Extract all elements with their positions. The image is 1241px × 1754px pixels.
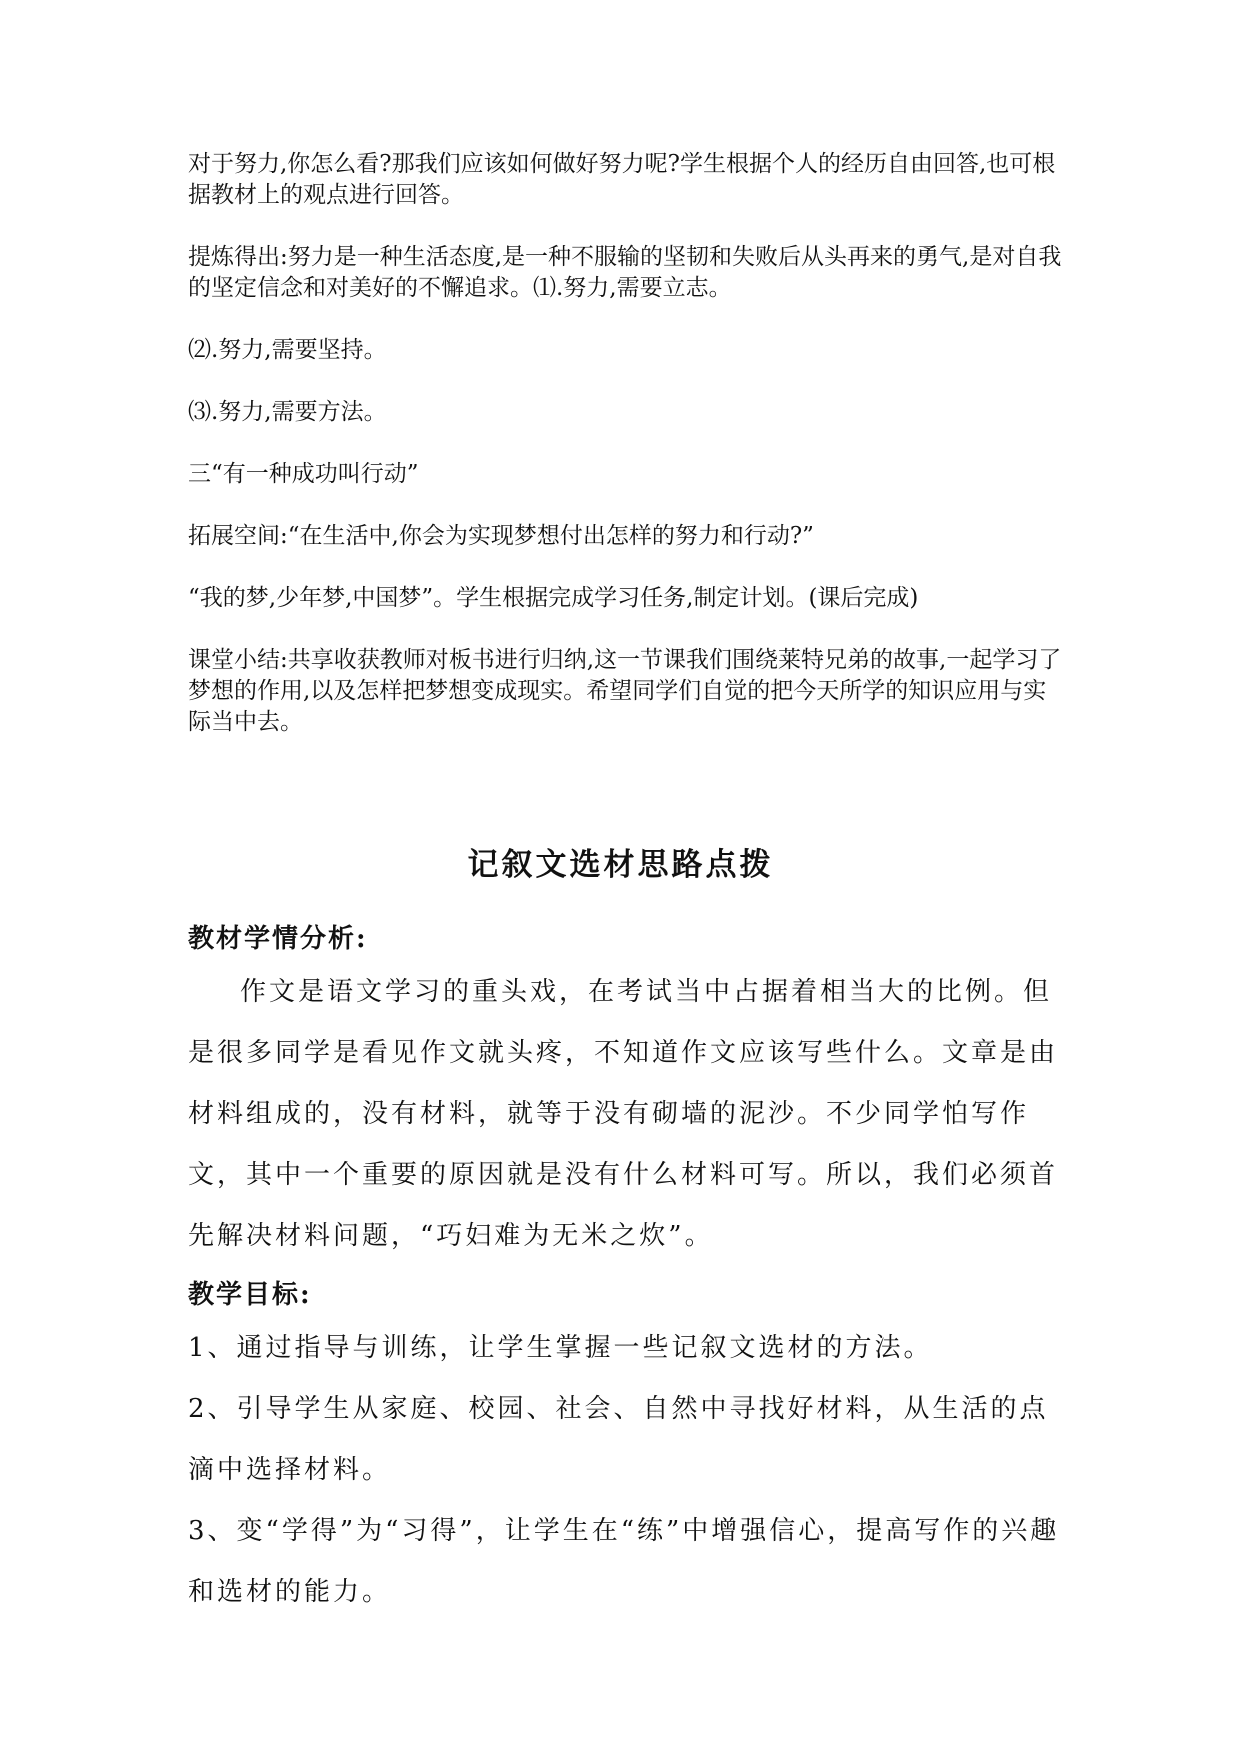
paragraph-effort-persist: ⑵.努力,需要坚持。 (188, 337, 387, 363)
goals-heading: 教学目标: (188, 1280, 312, 1310)
analysis-heading: 教材学情分析: (188, 924, 368, 954)
goal-item: 3、变“学得”为“习得”，让学生在“练”中增强信心，提高写作的兴趣和选材的能力。 (188, 1516, 1060, 1607)
paragraph-dream: “我的梦,少年梦,中国梦”。学生根据完成学习任务,制定计划。(课后完成) (188, 585, 919, 611)
paragraph-effort-method: ⑶.努力,需要方法。 (188, 399, 387, 425)
paragraph-effort-summary: 提炼得出:努力是一种生活态度,是一种不服输的坚韧和失败后从头再来的勇气,是对自我的坚定信念和对美好的不懈追求。⑴.努力,需要立志。 (188, 244, 1062, 301)
goal-item: 2、引导学生从家庭、校园、社会、自然中寻找好材料，从生活的点滴中选择材料。 (188, 1394, 1049, 1485)
paragraph-class-summary: 课堂小结:共享收获教师对板书进行归纳,这一节课我们围绕莱特兄弟的故事,一起学习了梦想的作用,以及怎样把梦想变成现实。希望同学们自觉的把今天所学的知识应用与实际当中去。 (188, 647, 1062, 735)
document-title: 记叙文选材思路点拨 (467, 847, 774, 883)
analysis-body: 作文是语文学习的重头戏，在考试当中占据着相当大的比例。但是很多同学是看见作文就头疼，不知道作文应该写些什么。文章是由材料组成的，没有材料，就等于没有砌墙的泥沙。不少同学怕写作文，其中一个重要的原因就是没有什么材料可写。所以，我们必须首先解决材料问题，“巧妇难为无米之炊”。 (188, 977, 1059, 1251)
goal-item: 1、通过指导与训练，让学生掌握一些记叙文选材的方法。 (188, 1333, 933, 1363)
paragraph-section-three: 三“有一种成功叫行动” (188, 461, 419, 487)
paragraph-extension: 拓展空间:“在生活中,你会为实现梦想付出怎样的努力和行动?” (188, 523, 814, 549)
paragraph-effort-question: 对于努力,你怎么看?那我们应该如何做好努力呢?学生根据个人的经历自由回答,也可根据教材上的观点进行回答。 (188, 151, 1056, 208)
lesson-plan-section (188, 916, 1068, 1623)
lesson-notes-section (188, 149, 1068, 769)
